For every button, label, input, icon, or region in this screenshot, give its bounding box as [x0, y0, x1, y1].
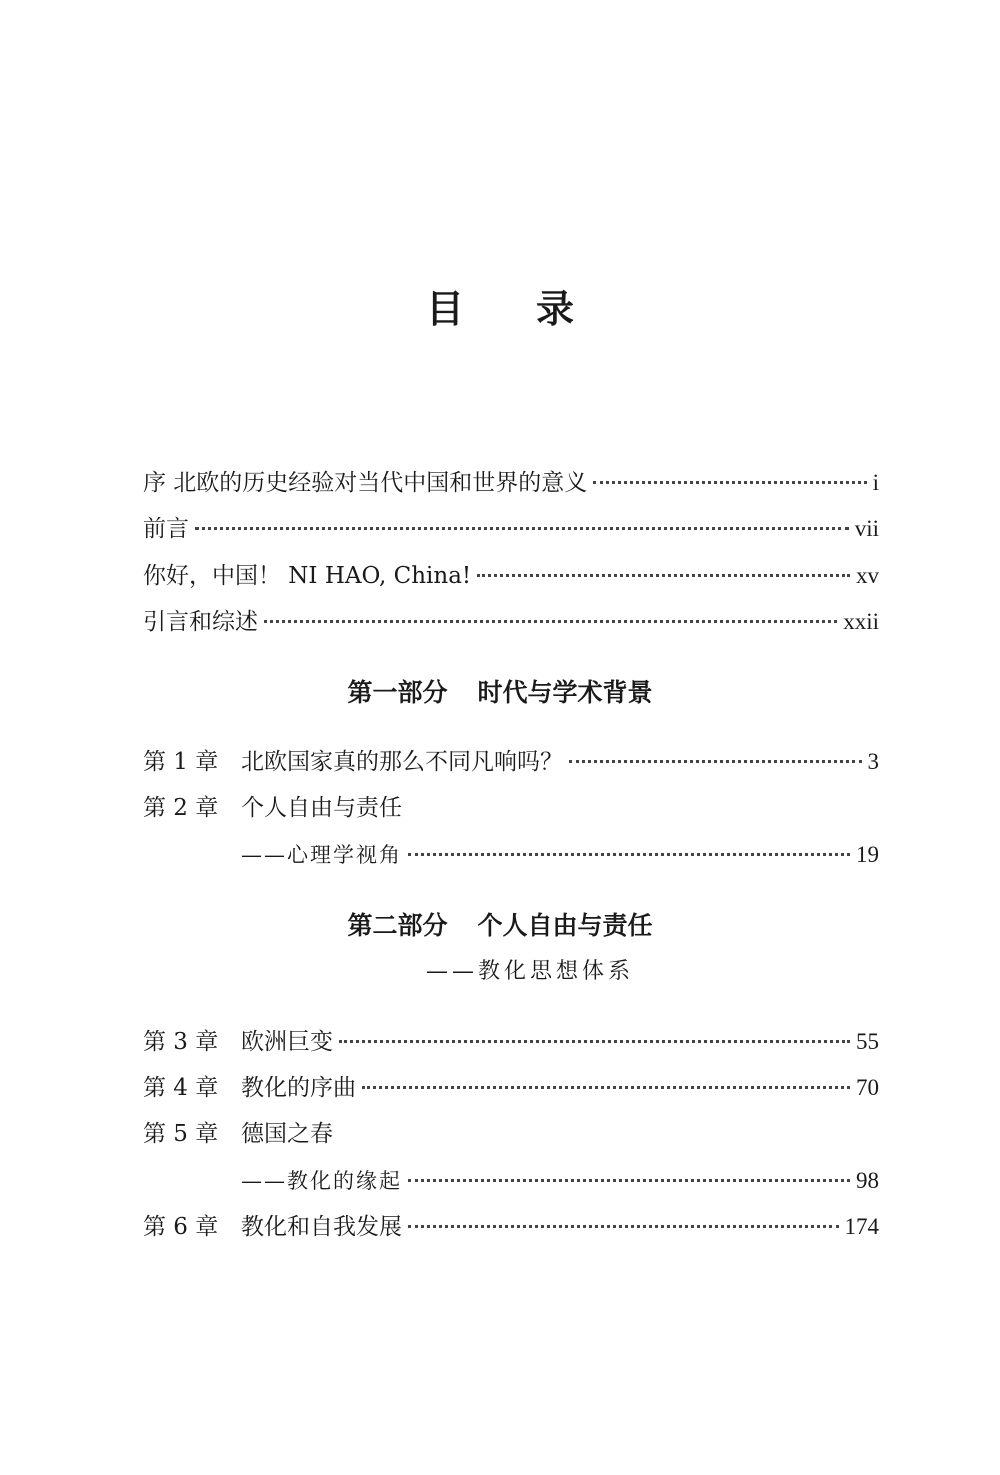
- page-number: 3: [867, 749, 879, 774]
- part-heading-1: [0, 676, 1000, 710]
- toc-title: [0, 278, 1000, 333]
- dot-leader: [477, 574, 850, 577]
- page-number: vii: [854, 516, 879, 541]
- toc-entry-chapter-2[interactable]: [143, 792, 879, 824]
- title-char-2: 录: [536, 287, 575, 331]
- dot-leader: [264, 620, 837, 623]
- dot-leader: [195, 527, 849, 530]
- chapter-number: 第 4 章: [143, 1075, 219, 1101]
- toc-entry-chapter-4[interactable]: [143, 1072, 879, 1104]
- dot-leader: [339, 1040, 850, 1043]
- page-number: i: [872, 470, 879, 495]
- part-title: 个人自由与责任: [477, 911, 653, 940]
- toc-entry-chapter-2-subtitle[interactable]: [241, 839, 879, 871]
- dot-leader: [362, 1086, 850, 1089]
- entry-label: 你好，中国！ NI HAO, China!: [143, 563, 472, 589]
- dot-leader: [408, 1225, 839, 1228]
- page-number: 174: [844, 1214, 879, 1239]
- page-number: xv: [856, 563, 879, 588]
- part-label: 第二部分: [347, 911, 448, 940]
- chapter-title: 个人自由与责任: [241, 795, 402, 821]
- entry-label: 序 北欧的历史经验对当代中国和世界的意义: [143, 470, 588, 496]
- page-number: 19: [856, 842, 879, 867]
- toc-entry-nihao[interactable]: [143, 560, 879, 592]
- part-label: 第一部分: [347, 678, 448, 707]
- page-number: 70: [856, 1075, 879, 1100]
- toc-entry-foreword[interactable]: [143, 513, 879, 545]
- toc-entry-chapter-6[interactable]: [143, 1211, 879, 1243]
- chapter-number: 第 3 章: [143, 1029, 219, 1055]
- toc-entry-chapter-5[interactable]: [143, 1118, 879, 1150]
- part-title: 时代与学术背景: [477, 678, 653, 707]
- title-char-1: 目: [425, 287, 464, 331]
- page-number: 55: [856, 1029, 879, 1054]
- chapter-number: 第 6 章: [143, 1214, 219, 1240]
- chapter-number: 第 5 章: [143, 1121, 219, 1147]
- toc-entry-chapter-1[interactable]: [143, 746, 879, 778]
- chapter-title: 德国之春: [241, 1121, 333, 1147]
- chapter-subtitle: ——心理学视角: [241, 843, 402, 867]
- part-subtitle-2: ——教化思想体系: [425, 959, 634, 984]
- page-number: xxii: [843, 609, 879, 634]
- chapter-number: 第 2 章: [143, 795, 219, 821]
- dot-leader: [408, 853, 850, 856]
- dot-leader: [569, 760, 862, 763]
- part-heading-2: [0, 909, 1000, 943]
- entry-label: 前言: [143, 516, 189, 542]
- toc-entry-introduction[interactable]: [143, 606, 879, 638]
- dot-leader: [593, 481, 866, 484]
- chapter-title: 教化的序曲: [241, 1075, 356, 1101]
- chapter-subtitle: ——教化的缘起: [241, 1169, 402, 1193]
- toc-entry-chapter-3[interactable]: [143, 1026, 879, 1058]
- page-number: 98: [856, 1168, 879, 1193]
- chapter-title: 欧洲巨变: [241, 1029, 333, 1055]
- chapter-number: 第 1 章: [143, 749, 219, 775]
- toc-entry-preface[interactable]: [143, 467, 879, 499]
- toc-entry-chapter-5-subtitle[interactable]: [241, 1165, 879, 1197]
- entry-label: 引言和综述: [143, 609, 258, 635]
- chapter-title: 北欧国家真的那么不同凡响吗？: [241, 749, 563, 775]
- dot-leader: [408, 1179, 850, 1182]
- chapter-title: 教化和自我发展: [241, 1214, 402, 1240]
